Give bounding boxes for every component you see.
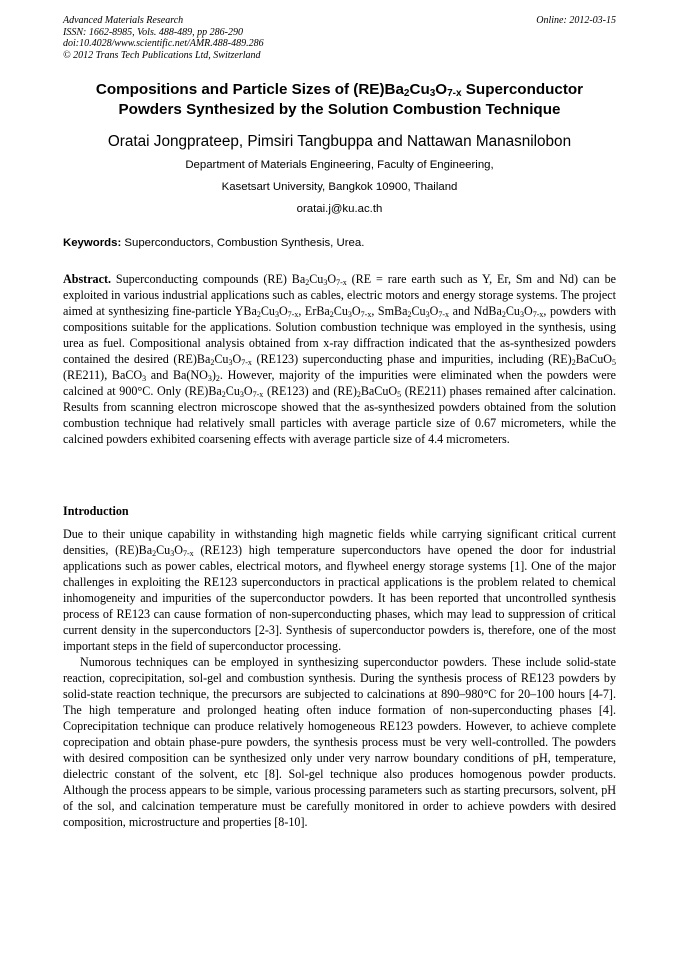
author-list: Oratai Jongprateep, Pimsiri Tangbuppa and Nattawan Manasnilobon bbox=[107, 133, 572, 150]
abstract-label: Abstract. bbox=[63, 272, 112, 286]
journal-issn: ISSN: 1662-8985, Vols. 488-489, pp 286-290 bbox=[63, 26, 243, 38]
journal-header bbox=[63, 15, 616, 61]
journal-copyright: © 2012 Trans Tech Publications Ltd, Switzerland bbox=[63, 49, 261, 61]
keywords-text: Superconductors, Combustion Synthesis, Urea. bbox=[121, 237, 365, 249]
affiliation-line-2: Kasetsart University, Bangkok 10900, Thailand bbox=[221, 181, 458, 193]
abstract-text: Superconducting compounds (RE) $Ba_2Cu_3O_{7-x}$ (RE = rare earth such as Y, Er, Sm and Nd) can be exploited in various industrial applications such as cables, electric motors and energy storage systems. The project aimed at synthesizing fine-particle $YBa_2Cu_3O_{7-x}$, $ErBa_2Cu_3O_{7-x}$, $SmBa_2Cu_3O_{7-x}$ and $NdBa_2Cu_3O_{7-x}$, powders with compositions suitable for the applications. Solution combustion technique was employed in the synthesis, using urea as fuel. Compositional analysis obtained from x-ray diffraction indicated that the as-synthesized powders contained the desired $(RE)Ba_2Cu_3O_{7-x}$ (RE123) superconducting phase and impurities, including $(RE)_2BaCuO_5$ (RE211), BaCO$_3$ and $Ba(NO_3)_2$. However, majority of the impurities were eliminated when the powders were calcined at 900°C. Only $(RE)Ba_2Cu_3O_{7-x}$ (RE123) and $(RE)_2BaCuO_5$ (RE211) phases remained after calcination. Results from scanning electron microscope showed that the as-synthesized powders obtained from the solution combustion technique had relatively small particles with average particle size of 0.67 micrometers, while the calcined powders exhibited coarsening effects with average particle size of 4.4 micrometers. bbox=[63, 272, 617, 446]
keywords-label: Keywords: bbox=[63, 237, 122, 249]
introduction-body bbox=[63, 526, 616, 830]
paragraph-2: Numorous techniques can be employed in synthesizing superconductor powders. These include solid-state reaction, coprecipitation, sol-gel and combustion synthesis. During the synthesis process of RE123 powders by solid-state reaction technique, the precursors are subjected to calcinations at 890–980°C for 20–100 hours [4-7]. The high temperature and prolonged heating often induce formation of non-superconducting phases [4]. Coprecipitation technique can produce relatively homogeneous RE123 powders. However, to achieve complete coprecipation and obtain phase-pure powders, the synthesis process must be very well-controlled. The powders with desired composition can be synthesized only under very narrow boundary conditions of pH, temperature, dielectric constant of the solvent, etc [8]. Sol-gel technique also produces homogenous powder products. Although the process appears to be simple, various processing parameters such as starting precursors, solvent, pH of the sol, and calcination temperature must be carefully monitored in order to achieve powders with desired composition, microstructure and properties [8-10]. bbox=[63, 655, 616, 829]
affiliation-line-1: Department of Materials Engineering, Faculty of Engineering, bbox=[185, 159, 494, 171]
online-date: Online: 2012-03-15 bbox=[536, 15, 616, 26]
title-line-2: Powders Synthesized by the Solution Combustion Technique bbox=[118, 101, 561, 118]
section-heading-introduction: Introduction bbox=[63, 504, 129, 518]
paper-title bbox=[63, 80, 616, 120]
journal-doi: doi:10.4028/www.scientific.net/AMR.488-489.286 bbox=[63, 38, 264, 49]
journal-name: Advanced Materials Research bbox=[63, 15, 184, 26]
title-line-1: Compositions and Particle Sizes of $(RE)Ba_2Cu_3O_{7-x}$ Superconductor bbox=[95, 81, 584, 99]
abstract bbox=[63, 271, 616, 447]
paragraph-1: Due to their unique capability in withstanding high magnetic fields while carrying significant critical current densities, $(RE)Ba_2Cu_3O_{7-x}$ (RE123) high temperature superconductors have opened the door for industrial applications such as power cables, electrical motors, and flywheel energy storage systems [1]. One of the major challenges in exploiting the RE123 superconductors in practical applications is the problem related to chemical inhomogeneity and impurities of the superconductor powders. It has been reported that uncontrolled synthesis process of RE123 can cause formation of non-superconducting phases, which may lead to suppression of critical current density in the superconductors [2-3]. Synthesis of superconductor powders is, therefore, one of the most important steps in the field of superconductor processing. bbox=[63, 527, 617, 653]
author-email: oratai.j@ku.ac.th bbox=[296, 203, 383, 215]
keywords bbox=[63, 236, 616, 250]
